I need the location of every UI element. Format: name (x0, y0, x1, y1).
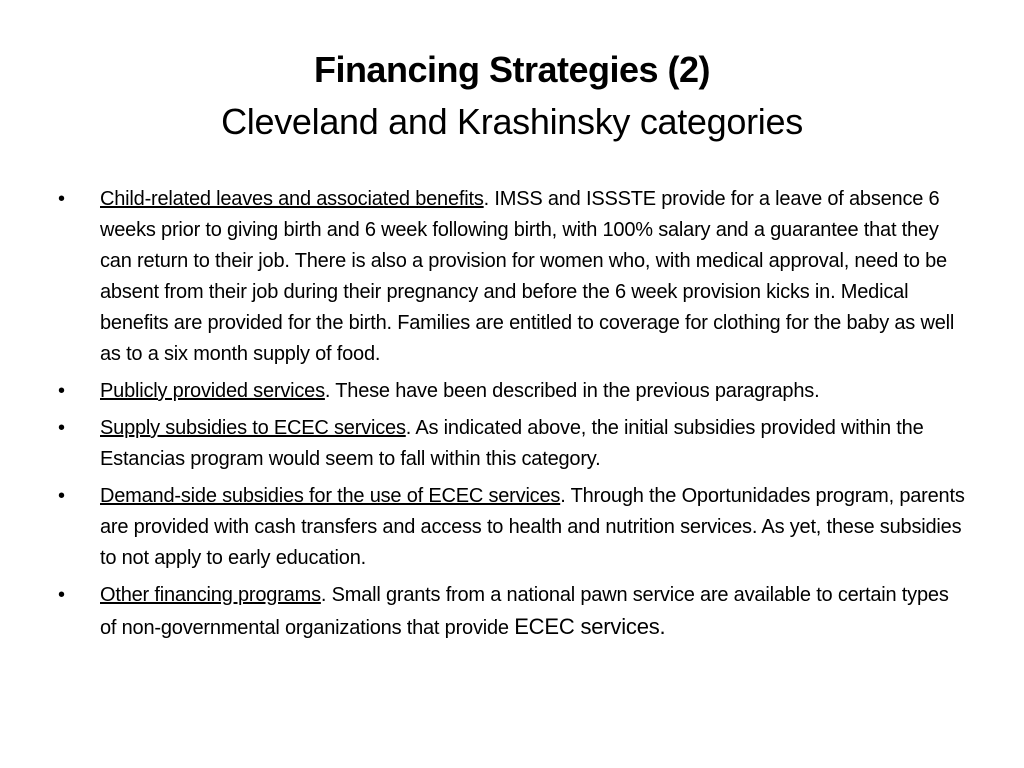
bullet-list (58, 184, 968, 650)
bullet-text: . As indicated above, the initial subsidies provided within the Estancias program would seem to fall within this category. (100, 417, 924, 470)
bullet-icon: • (58, 417, 65, 439)
bullet-text: . IMSS and ISSSTE provide for a leave of absence 6 weeks prior to giving birth and 6 week following birth, with 100% salary and a guarantee that they can return to their job. There is also a provision for women who, with medical approval, need to be absent from their job during their pregnancy and before the 6 week provision kicks in. Medical benefits are provided for the birth. Families are entitled to coverage for clothing for the baby as well as to a six month supply of food. (100, 188, 955, 365)
bullet-icon: • (58, 485, 65, 507)
bullet-item-demand-side-subsidies (58, 481, 968, 574)
bullet-item-supply-subsidies (58, 413, 968, 475)
bullet-heading: Demand-side subsidies for the use of ECEC services (100, 485, 561, 507)
bullet-icon: • (58, 188, 65, 210)
bullet-item-publicly-provided-services (58, 376, 968, 407)
bullet-icon: • (58, 584, 65, 606)
bullet-text: . Through the Oportunidades program, parents are provided with cash transfers and access to health and nutrition services. As yet, these subsidies to not apply to early education. (100, 485, 965, 569)
bullet-text: . Small grants from a national pawn service are available to certain types of non-governmental organizations that provide (100, 584, 949, 639)
bullet-item-child-related-leaves (58, 184, 968, 370)
bullet-item-other-financing-programs (58, 580, 968, 644)
bullet-heading: Publicly provided services (100, 380, 325, 402)
slide-title: Financing Strategies (2) (313, 49, 711, 90)
bullet-heading: Supply subsidies to ECEC services (100, 417, 406, 439)
bullet-text-tail: ECEC services. (514, 614, 666, 639)
bullet-text: . These have been described in the previous paragraphs. (324, 380, 820, 402)
bullet-heading: Child-related leaves and associated benefits (100, 188, 484, 210)
bullet-icon: • (58, 380, 65, 402)
slide-subtitle: Cleveland and Krashinsky categories (221, 101, 803, 142)
bullet-heading: Other financing programs (100, 584, 321, 606)
slide-title-block (60, 44, 964, 148)
